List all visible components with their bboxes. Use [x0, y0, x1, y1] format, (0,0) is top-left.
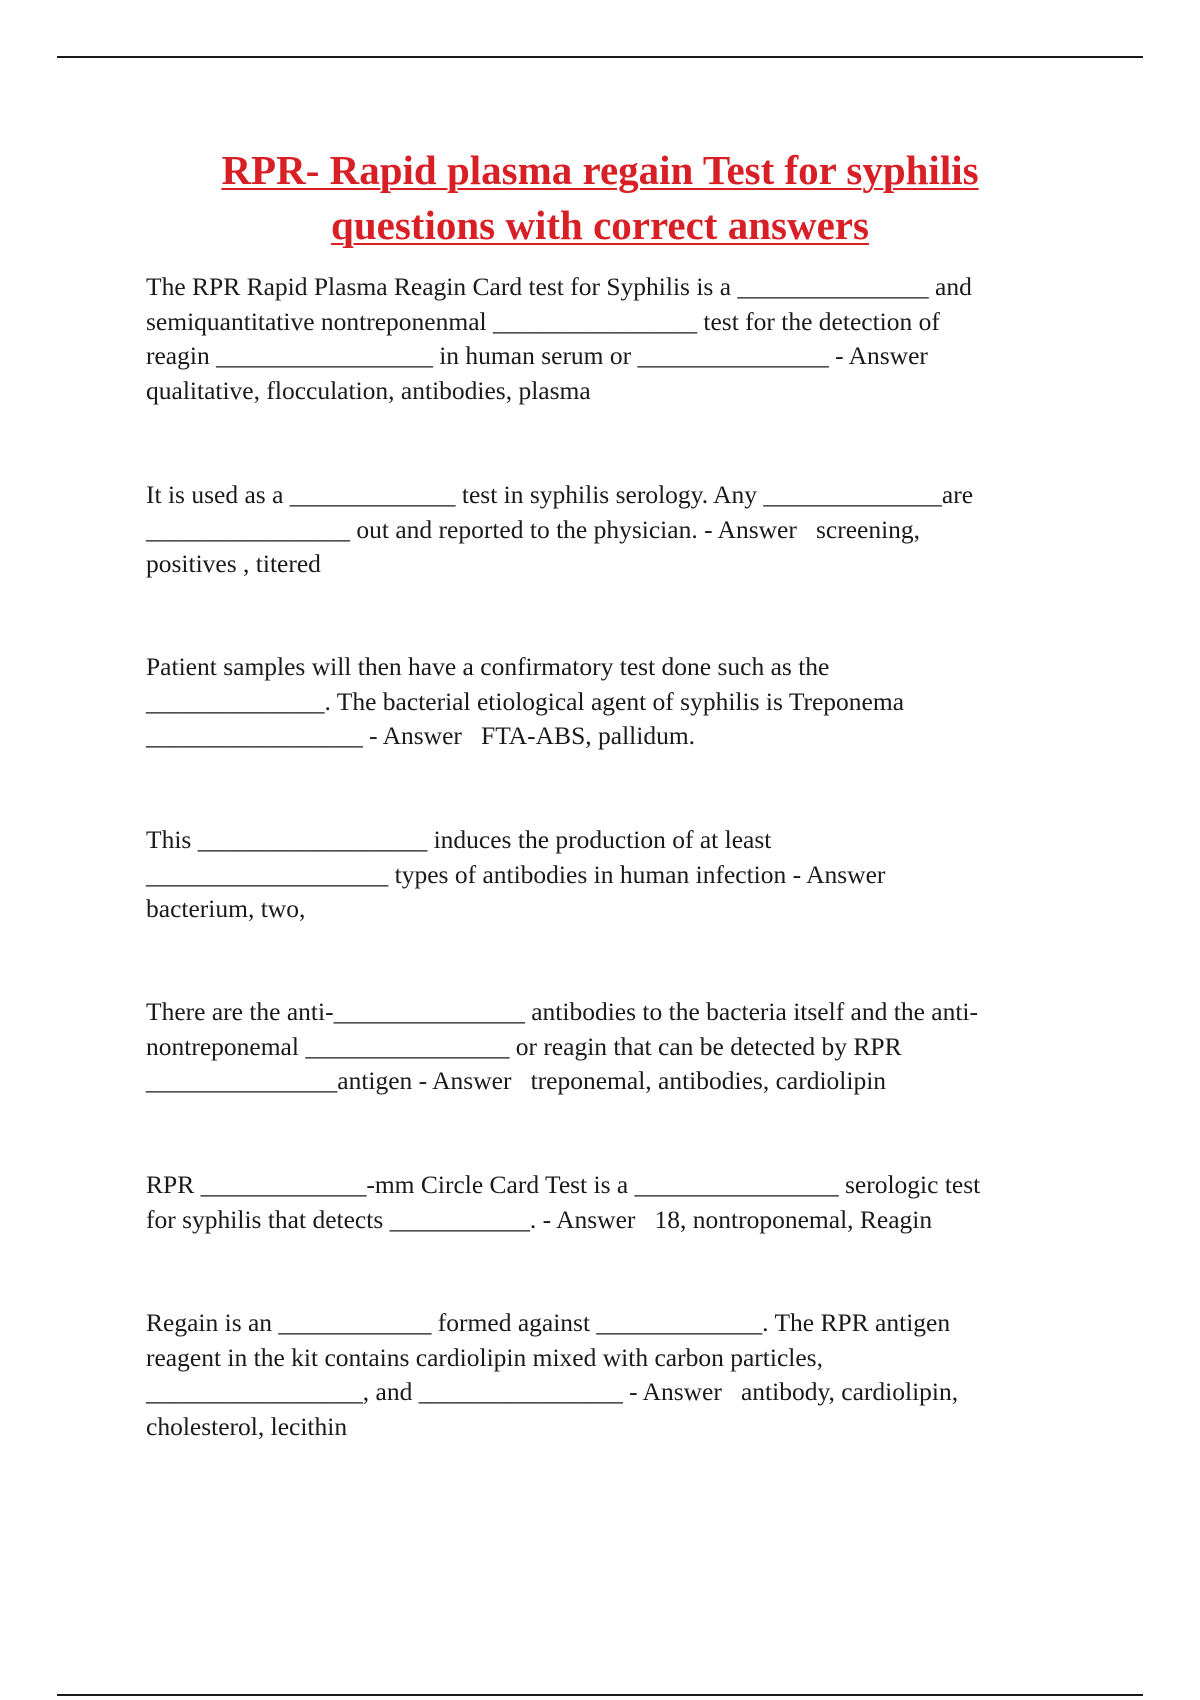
qa-item-2 — [146, 478, 1076, 582]
qa-line: nontreponemal ________________ or reagin that can be detected by RPR — [146, 1031, 902, 1061]
title-line-2: questions with correct answers — [331, 202, 869, 248]
qa-line: bacterium, two, — [146, 894, 306, 923]
qa-line: Regain is an ____________ formed against _____________. The RPR antigen — [146, 1308, 951, 1337]
qa-line: reagin _________________ in human serum or _______________ - Answer — [146, 341, 928, 370]
qa-item-4 — [146, 823, 1076, 927]
qa-line: The RPR Rapid Plasma Reagin Card test for Syphilis is a _______________ and — [146, 272, 972, 301]
qa-item-5 — [146, 995, 1076, 1099]
qa-line: for syphilis that detects ___________. - Answer 18, nontroponemal, Reagin — [146, 1204, 933, 1234]
qa-line: ________________ out and reported to the physician. - Answer screening, — [146, 514, 921, 544]
top-rule — [57, 56, 1143, 58]
qa-line: _________________, and ________________ - Answer antibody, cardiolipin, — [146, 1377, 959, 1406]
qa-line: ______________. The bacterial etiological agent of syphilis is Treponema — [146, 686, 905, 716]
qa-item-7 — [146, 1306, 1076, 1444]
bottom-rule — [57, 1694, 1143, 1696]
qa-line: positives , titered — [146, 549, 321, 578]
qa-line: There are the anti-_______________ antibodies to the bacteria itself and the anti- — [146, 997, 979, 1026]
qa-item-3 — [146, 650, 1076, 754]
qa-line: RPR _____________-mm Circle Card Test is a ________________ serologic test — [146, 1170, 981, 1199]
qa-line: semiquantitative nontreponenmal ________________ test for the detection of — [146, 306, 940, 336]
qa-line: reagent in the kit contains cardiolipin mixed with carbon particles, — [146, 1342, 823, 1372]
qa-line: This __________________ induces the production of at least — [146, 825, 772, 854]
document-title — [0, 143, 1200, 253]
qa-line: _______________antigen - Answer treponemal, antibodies, cardiolipin — [146, 1066, 887, 1095]
qa-line: Patient samples will then have a confirmatory test done such as the — [146, 652, 830, 681]
qa-line: cholesterol, lecithin — [146, 1411, 348, 1441]
qa-item-1 — [146, 270, 1076, 408]
qa-line: qualitative, flocculation, antibodies, plasma — [146, 375, 591, 405]
qa-line: ___________________ types of antibodies in human infection - Answer — [146, 859, 886, 889]
qa-item-6 — [146, 1168, 1076, 1237]
qa-line: _________________ - Answer FTA-ABS, pallidum. — [146, 721, 696, 750]
title-line-1: RPR- Rapid plasma regain Test for syphilis — [221, 147, 979, 193]
qa-line: It is used as a _____________ test in syphilis serology. Any ______________are — [146, 480, 974, 509]
